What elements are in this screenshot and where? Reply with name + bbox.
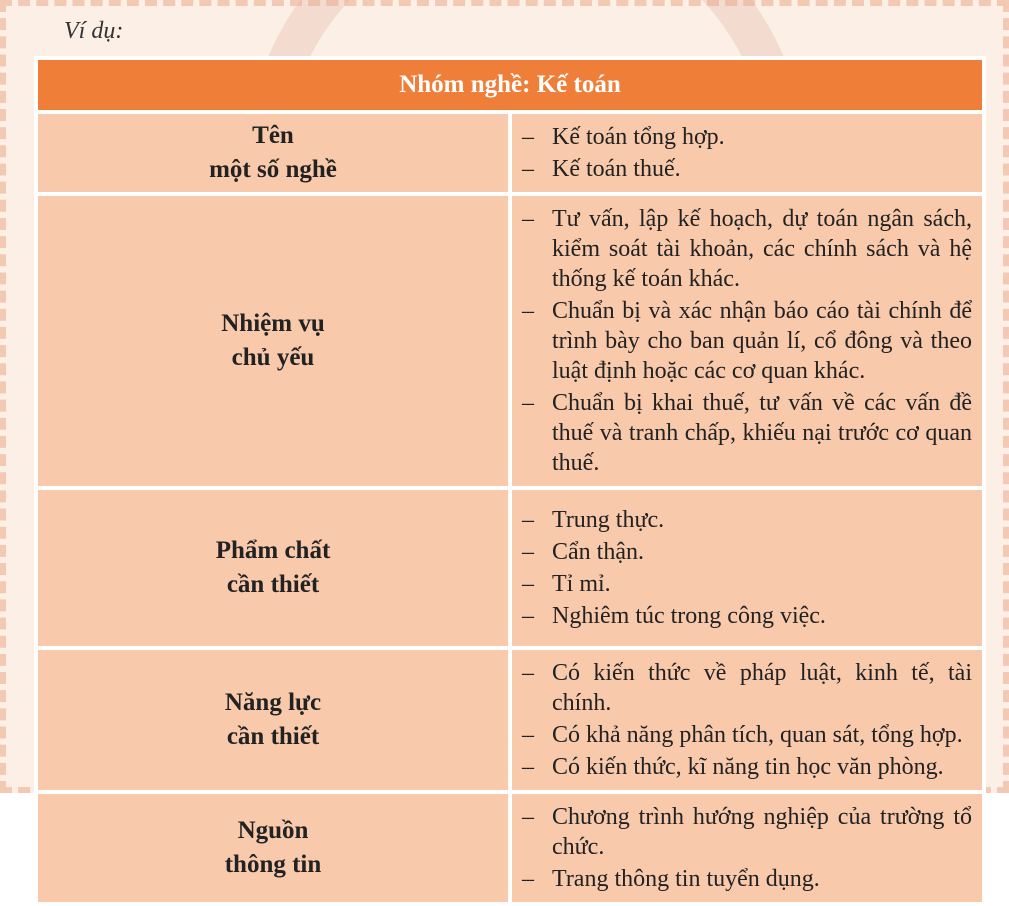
row-label-line: thông tin bbox=[224, 851, 322, 878]
row-label-line: Tên bbox=[252, 122, 294, 149]
row-label-line: cần thiết bbox=[226, 723, 320, 750]
row-label-nhiem-vu bbox=[36, 194, 510, 488]
list-item: – Chuẩn bị và xác nhận báo cáo tài chính để trình bày cho ban quản lí, cổ đông và theo luật định hoặc các cơ quan khác. bbox=[522, 296, 972, 386]
row-label-nang-luc bbox=[36, 648, 510, 792]
row-label-line: Nhiệm vụ bbox=[221, 310, 325, 337]
row-label-line: một số nghề bbox=[209, 156, 337, 183]
table-header-row bbox=[36, 58, 984, 112]
list-item: – Tư vấn, lập kế hoạch, dự toán ngân sách, kiểm soát tài khoản, các chính sách và hệ thống kế toán khác. bbox=[522, 204, 972, 294]
row-label-line: Phẩm chất bbox=[215, 537, 331, 564]
row-content bbox=[510, 792, 984, 904]
table-row bbox=[36, 488, 984, 648]
row-label-ten-nghe bbox=[36, 112, 510, 194]
list-item: – Tỉ mỉ. bbox=[522, 569, 972, 599]
list-item: – Chương trình hướng nghiệp của trường tổ chức. bbox=[522, 802, 972, 862]
row-content bbox=[510, 488, 984, 648]
row-label-line: chủ yếu bbox=[231, 344, 315, 371]
list-item: – Kế toán thuế. bbox=[522, 154, 972, 184]
table-row bbox=[36, 648, 984, 792]
list-item: – Trung thực. bbox=[522, 505, 972, 535]
list-item: – Chuẩn bị khai thuế, tư vấn về các vấn đề thuế và tranh chấp, khiếu nại trước cơ quan thuế. bbox=[522, 388, 972, 478]
intro-text: Ví dụ: bbox=[64, 18, 124, 44]
row-content bbox=[510, 648, 984, 792]
list-item: – Có kiến thức, kĩ năng tin học văn phòng. bbox=[522, 752, 972, 782]
list-item: – Có kiến thức về pháp luật, kinh tế, tài chính. bbox=[522, 658, 972, 718]
row-label-nguon-thong-tin bbox=[36, 792, 510, 904]
row-label-line: Nguồn bbox=[237, 817, 309, 844]
list-item: – Cẩn thận. bbox=[522, 537, 972, 567]
row-label-line: cần thiết bbox=[226, 571, 320, 598]
list-item: – Có khả năng phân tích, quan sát, tổng hợp. bbox=[522, 720, 972, 750]
list-item: – Kế toán tổng hợp. bbox=[522, 122, 972, 152]
table-header: Nhóm nghề: Kế toán bbox=[36, 58, 984, 112]
row-label-pham-chat bbox=[36, 488, 510, 648]
row-content bbox=[510, 112, 984, 194]
career-table bbox=[34, 56, 986, 906]
table-row bbox=[36, 112, 984, 194]
list-item: – Nghiêm túc trong công việc. bbox=[522, 601, 972, 631]
list-item: – Trang thông tin tuyển dụng. bbox=[522, 864, 972, 894]
table-row bbox=[36, 792, 984, 904]
row-content bbox=[510, 194, 984, 488]
table-row bbox=[36, 194, 984, 488]
row-label-line: Năng lực bbox=[224, 689, 322, 716]
